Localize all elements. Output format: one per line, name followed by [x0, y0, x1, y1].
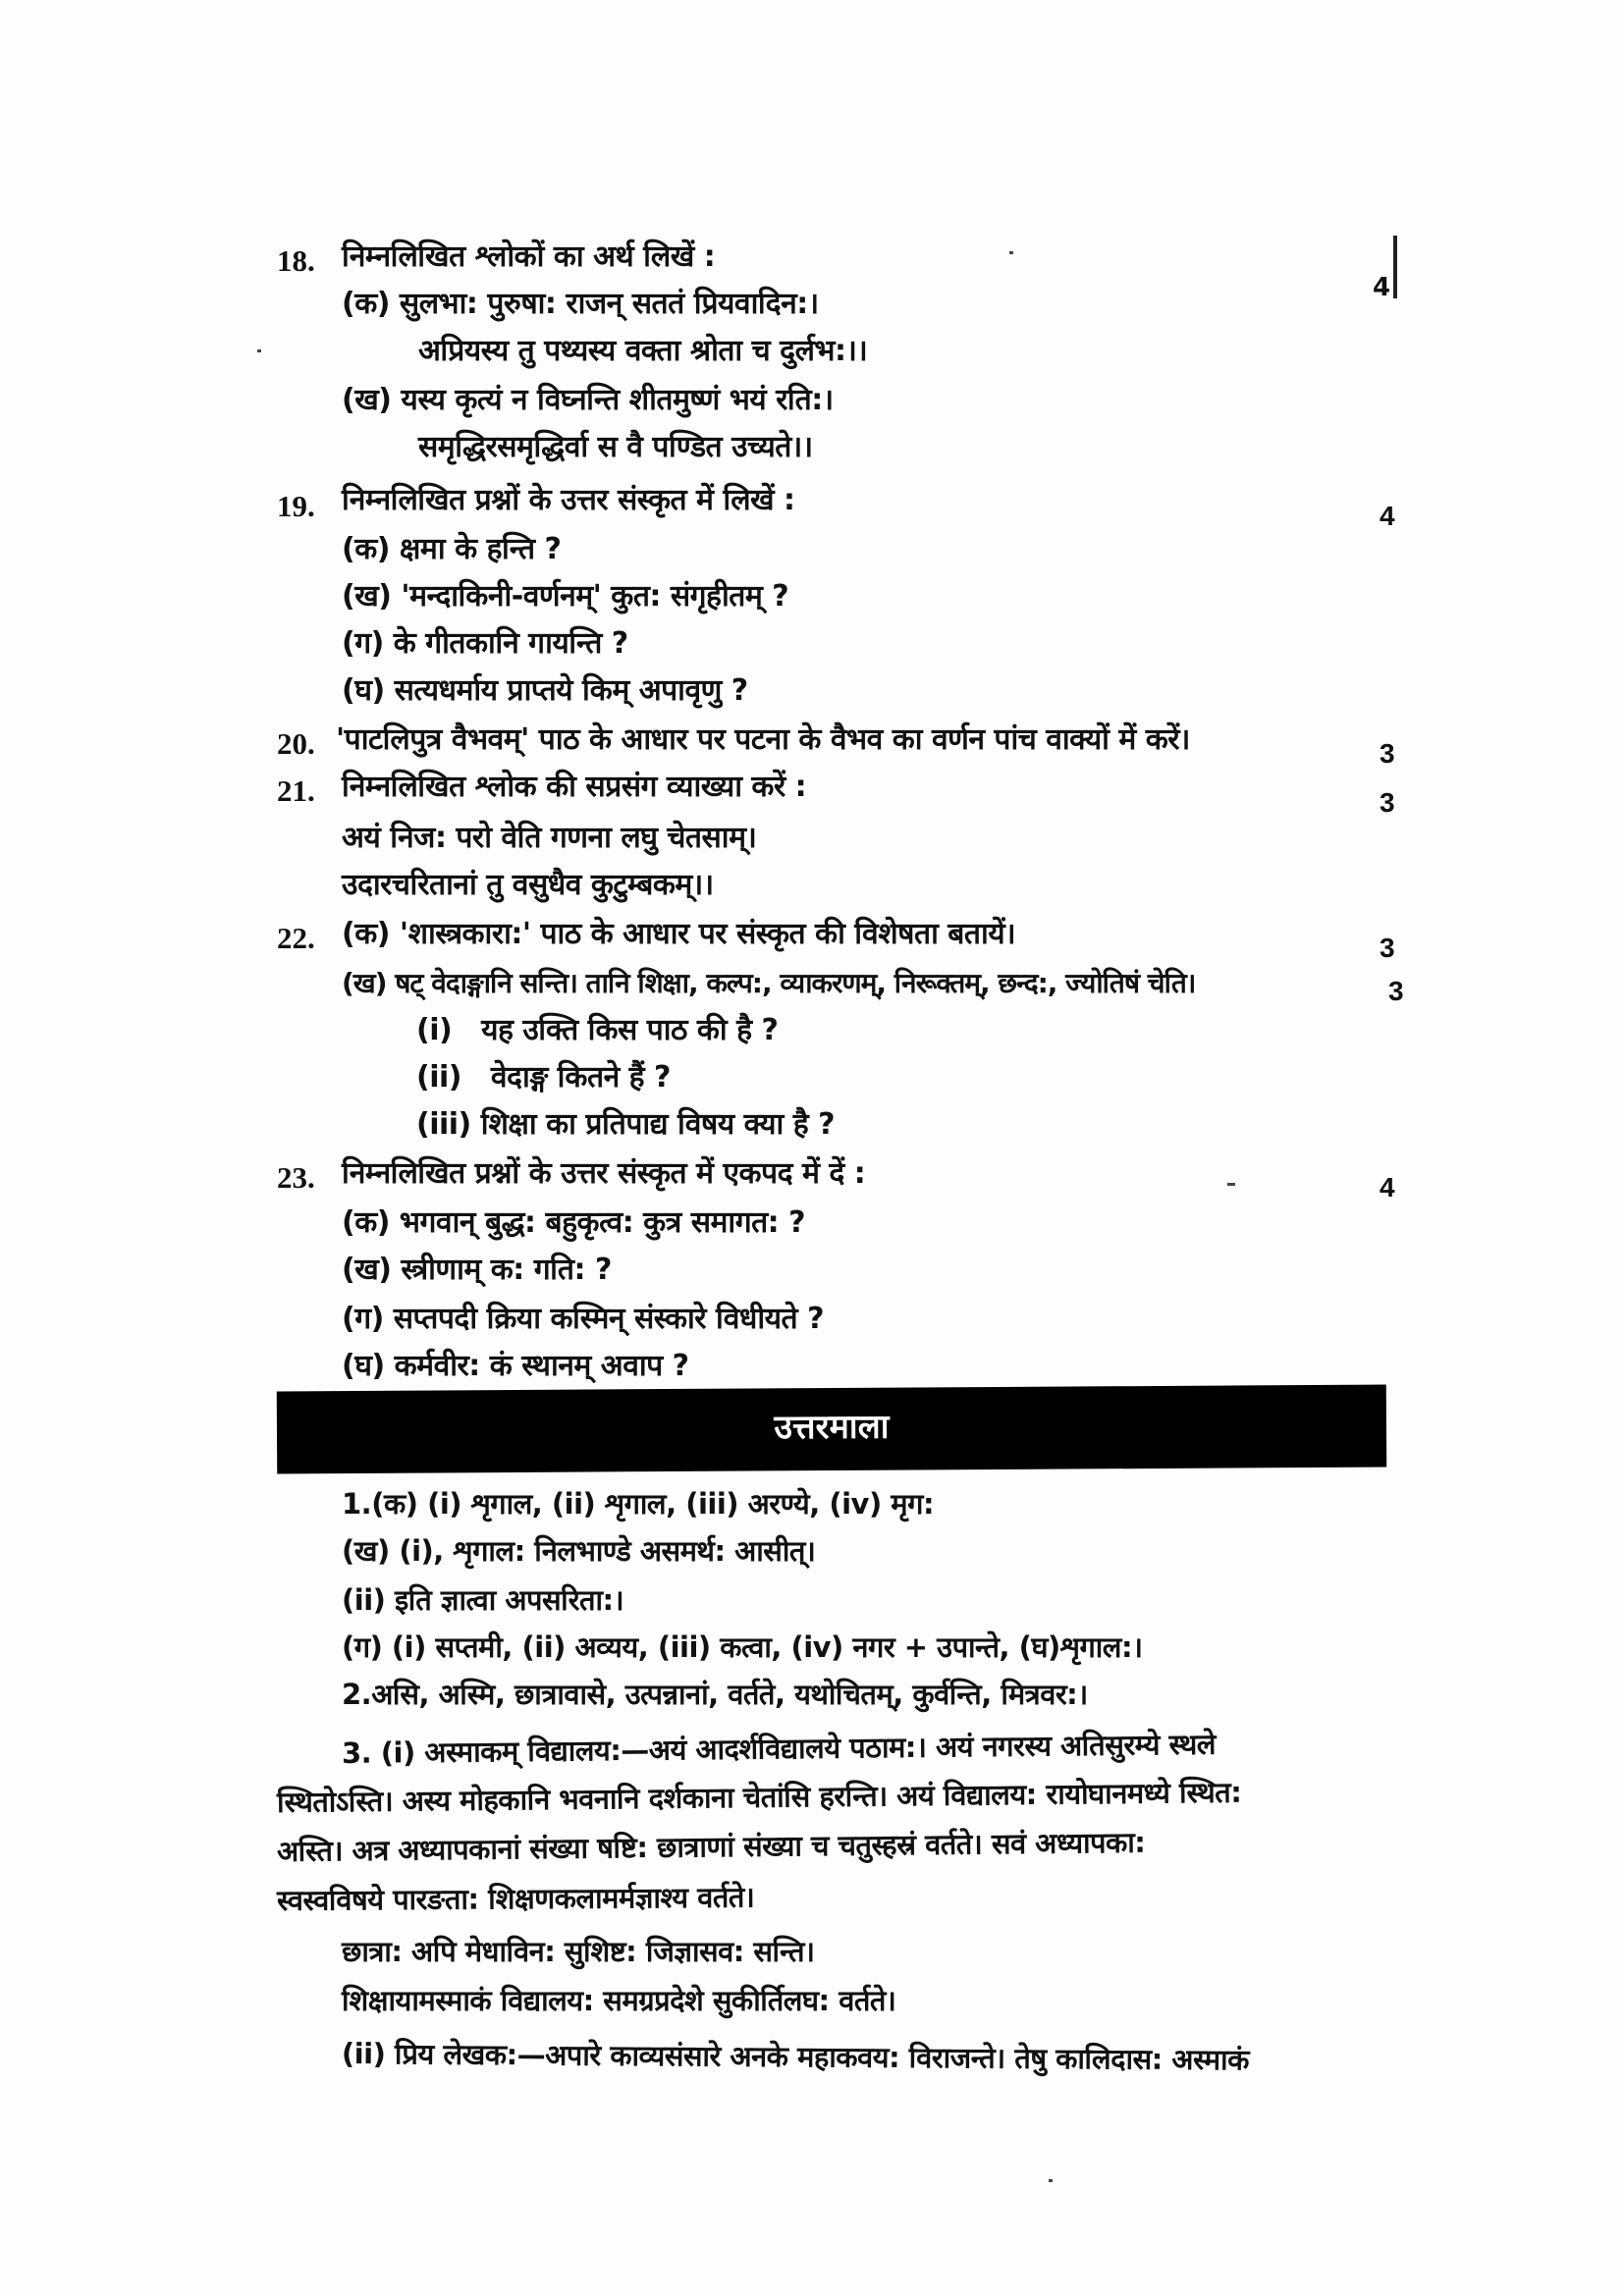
answer-2: 2.असि, अस्मि, छात्रावासे, उत्पन्नानां, वर्तते, यथोचितम्, कुर्वन्ति, मित्रवर:। [342, 1678, 1088, 1711]
marks-q19: 4 [1380, 501, 1395, 531]
answer-3-ii-heading: (ii) प्रिय लेखक:— [341, 2037, 546, 2072]
q19-part-d [342, 671, 748, 711]
question-21-prompt: निम्नलिखित श्लोक की सप्रसंग व्याख्या करें : [342, 770, 807, 804]
answer-key-header-bar [277, 1385, 1386, 1474]
q22-part-a [342, 915, 1015, 954]
q22-part-b [342, 964, 1195, 1003]
part-label: (घ) [342, 1349, 385, 1383]
part-text: स्त्रीणाम् क: गति: ? [401, 1253, 612, 1287]
question-20-prompt: 'पाटलिपुत्र वैभवम्' पाठ के आधार पर पटना के वैभव का वर्णन पांच वाक्यों में करें। [336, 722, 1190, 757]
question-number-23: 23. [277, 1160, 315, 1195]
q21-shloka-line2: उदारचरितानां तु वसुधैव कुटुम्बकम्।। [342, 868, 714, 902]
marks-q23: 4 [1380, 1172, 1395, 1202]
question-number-21: 21. [277, 774, 315, 808]
answer-3-line-6: शिक्षायामस्माकं विद्यालय: समग्रप्रदेशे सुकीर्तिलघ: वर्तते। [342, 1984, 896, 2017]
part-text: कर्मवीर: कं स्थानम् अवाप ? [394, 1349, 689, 1383]
marks-q20: 3 [1380, 738, 1395, 769]
part-label: (ख) [342, 967, 387, 999]
part-label: (ख) [342, 1253, 392, 1287]
answer-3-line-4: स्वस्वविषये पारङता: शिक्षणकलामर्मज्ञाश्य वर्तते। [276, 1880, 755, 1917]
sub-label: (ii) [416, 1060, 461, 1095]
question-number-20: 20. [277, 726, 315, 761]
q22-sub-ii [416, 1058, 671, 1097]
answer-3-line-5: छात्रा: अपि मेधाविन: सुशिष्ट: जिज्ञासव: सन्ति। [342, 1935, 815, 1968]
answer-3-text: अयं आदर्शविद्यालये पठाम:। अयं नगरस्य अतिसुरम्ये स्थले [648, 1727, 1217, 1767]
part-text: षट् वेदाङ्गानि सन्ति। तानि शिक्षा, कल्प:, व्याकरणम्, निरूक्तम्, छन्द:, ज्योतिषं चेति। [395, 967, 1196, 999]
sub-text: यह उक्ति किस पाठ की है ? [481, 1013, 779, 1047]
part-label: (घ) [342, 673, 385, 708]
q22-sub-iii [416, 1105, 835, 1145]
q18-part-a-line2: अप्रियस्य तु पथ्यस्य वक्ता श्रोता च दुर्लभ:।। [418, 334, 868, 368]
part-label: (क) [342, 532, 390, 566]
part-text: भगवान् बुद्ध: बहुकृत्व: कुत्र समागत: ? [399, 1205, 806, 1240]
sub-text: शिक्षा का प्रतिपाद्य विषय क्या है ? [480, 1107, 836, 1142]
sub-text: वेदाङ्ग कितने हैं ? [490, 1060, 671, 1095]
scan-speck [1049, 2179, 1053, 2182]
answer-3-line-1 [342, 1723, 1216, 1775]
scan-speck [1227, 1183, 1235, 1186]
question-19-prompt: निम्नलिखित प्रश्नों के उत्तर संस्कृत में लिखें : [342, 483, 795, 517]
part-text: सत्यधर्माय प्राप्तये किम् अपावृणु ? [394, 673, 748, 708]
part-label: (ख) [342, 383, 392, 417]
part-label: (ग) [342, 626, 384, 661]
q18-part-a [342, 285, 819, 324]
part-label: (ख) [342, 579, 392, 614]
margin-bar [1393, 236, 1397, 298]
answer-3-ii-line [342, 2032, 1249, 2081]
part-text: सप्तपदी क्रिया कस्मिन् संस्कारे विधीयते ? [393, 1302, 824, 1336]
q23-part-d [342, 1347, 689, 1386]
part-label: (ग) [342, 1302, 384, 1336]
answer-1-line-1: 1.(क) (i) शृगाल, (ii) शृगाल, (iii) अरण्ये, (iv) मृग: [342, 1487, 935, 1521]
part-text: 'शास्त्रकारा:' पाठ के आधार पर संस्कृत की विशेषता बतायें। [399, 917, 1016, 951]
shloka-line: सुलभा: पुरुषा: राजन् सततं प्रियवादिन:। [399, 287, 819, 321]
answer-1-line-4: (ग) (i) सप्तमी, (ii) अव्यय, (iii) कत्वा, (iv) नगर + उपान्ते, (घ)शृगाल:। [342, 1630, 1143, 1664]
question-number-19: 19. [277, 489, 315, 523]
q19-part-c [342, 624, 628, 664]
q19-part-a [342, 530, 561, 569]
answer-3-line-3: अस्ति। अत्र अध्यापकानां संख्या षष्टि: छात्राणां संख्या च चतुस्हस्रं वर्तते। सवं अध्यापका: [276, 1825, 1146, 1868]
scan-speck [1009, 251, 1013, 254]
answer-3-line-2: स्थितोऽस्ति। अस्य मोहकानि भवनानि दर्शकाना चेतांसि हरन्ति। अयं विद्यालय: रायोघानमध्ये स्थित: [276, 1775, 1242, 1819]
q21-shloka-line1: अयं निज: परो वेति गणना लघु चेतसाम्। [342, 821, 757, 855]
answer-1-line-2: (ख) (i), शृगाल: निलभाण्डे असमर्थ: आसीत्। [342, 1534, 816, 1568]
part-text: 'मन्दाकिनी-वर्णनम्' कुत: संगृहीतम् ? [401, 579, 789, 614]
question-23-prompt: निम्नलिखित प्रश्नों के उत्तर संस्कृत में एकपद में दें : [342, 1156, 866, 1191]
marks-q21: 3 [1380, 787, 1395, 818]
sub-label: (iii) [416, 1107, 471, 1142]
part-text: के गीतकानि गायन्ति ? [393, 626, 628, 661]
q22-sub-i [416, 1011, 778, 1050]
shloka-line: यस्य कृत्यं न विघ्नन्ति शीतमुष्णं भयं रति:। [401, 383, 834, 417]
sub-label: (i) [416, 1013, 453, 1047]
question-number-22: 22. [277, 921, 315, 955]
question-number-18: 18. [277, 243, 315, 278]
marks-q22-b: 3 [1388, 976, 1404, 1006]
part-label: (क) [342, 287, 390, 321]
q23-part-b [342, 1251, 612, 1290]
answer-3-ii-text: अपारे काव्यसंसारे अनके महाकवय: विराजन्ते। तेषु कालिदास: अस्माकं [545, 2038, 1250, 2077]
answer-3-heading: 3. (i) अस्माकम् विद्यालय:— [341, 1733, 650, 1770]
scan-speck [257, 349, 261, 352]
part-label: (क) [342, 1205, 390, 1240]
q18-part-b-line2: समृद्धिरसमृद्धिर्वा स वै पण्डित उच्यते।। [418, 430, 813, 464]
part-label: (क) [342, 917, 390, 951]
marks-q18: 4 [1373, 273, 1391, 302]
q23-part-c [342, 1300, 824, 1339]
marks-q22-a: 3 [1380, 933, 1395, 963]
question-18-prompt: निम्नलिखित श्लोकों का अर्थ लिखें : [342, 240, 716, 274]
q23-part-a [342, 1203, 805, 1243]
q18-part-b [342, 381, 834, 420]
answer-1-line-3: (ii) इति ज्ञात्वा अपसरिता:। [342, 1583, 624, 1617]
q19-part-b [342, 577, 788, 616]
part-text: क्षमा के हन्ति ? [399, 532, 562, 566]
answer-key-title: उत्तरमाला [774, 1407, 890, 1448]
